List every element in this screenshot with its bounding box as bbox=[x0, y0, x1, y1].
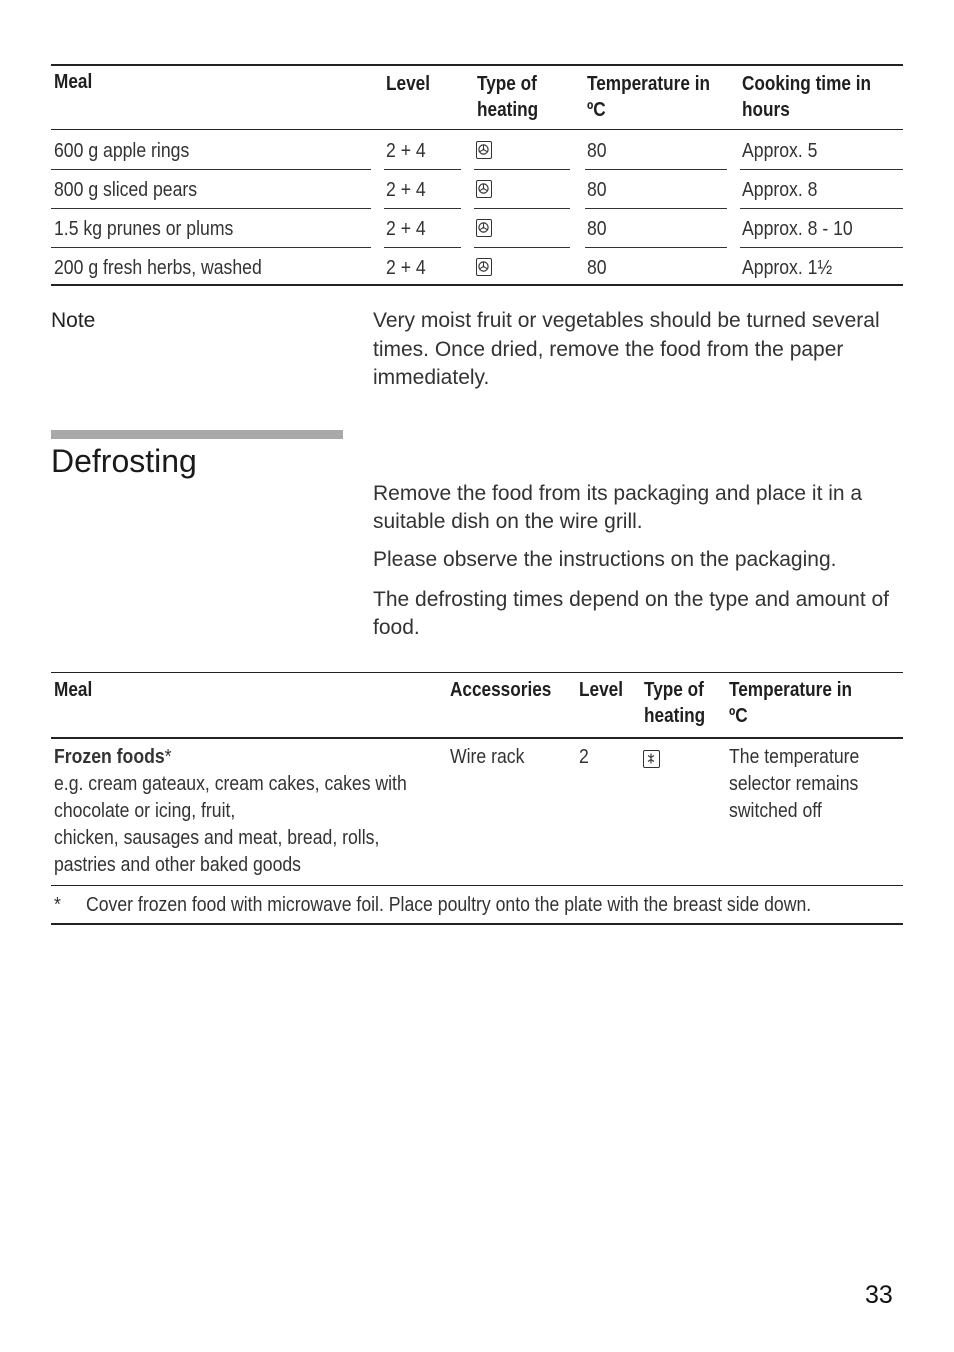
meal-description: e.g. cream gateaux, cream cakes, cakes with bbox=[54, 772, 407, 795]
row-temperature: 80 bbox=[587, 178, 607, 201]
table-top-rule bbox=[51, 64, 903, 66]
row-rule bbox=[585, 208, 727, 209]
footnote-asterisk: * bbox=[54, 893, 61, 916]
defrost-paragraph: The defrosting times depend on the type and amount of food. bbox=[373, 588, 890, 639]
row-rule bbox=[384, 247, 461, 248]
header-rule bbox=[51, 737, 903, 739]
table-top-rule bbox=[51, 672, 903, 673]
footnote-rule bbox=[51, 885, 903, 886]
meal-title: Frozen foods bbox=[54, 745, 165, 768]
row-rule bbox=[740, 169, 903, 170]
row-meal: 800 g sliced pears bbox=[54, 178, 198, 201]
temperature-cell bbox=[729, 743, 859, 824]
accessories-cell: Wire rack bbox=[450, 745, 525, 768]
table-bottom-rule bbox=[51, 923, 903, 925]
row-rule bbox=[740, 208, 903, 209]
row-level: 2 + 4 bbox=[386, 256, 426, 279]
header-meal: Meal bbox=[54, 679, 93, 701]
note-text: Very moist fruit or vegetables should be turned several times. Once dried, remove the food from the paper immediately. bbox=[373, 309, 880, 389]
header-time-1: Cooking time in bbox=[742, 73, 871, 95]
row-level: 2 + 4 bbox=[386, 217, 426, 240]
fan-heating-icon bbox=[476, 258, 492, 276]
defrost-icon bbox=[643, 750, 660, 768]
header-temperature-2: ºC bbox=[587, 99, 606, 121]
header-accessories: Accessories bbox=[450, 679, 552, 701]
header-time-2: hours bbox=[742, 99, 790, 121]
row-meal: 200 g fresh herbs, washed bbox=[54, 256, 262, 279]
row-temperature: 80 bbox=[587, 217, 607, 240]
header-level: Level bbox=[579, 679, 623, 701]
row-time: Approx. 8 - 10 bbox=[742, 217, 853, 240]
row-time: Approx. 1½ bbox=[742, 256, 833, 279]
header-rule bbox=[51, 129, 903, 130]
header-temperature-1: Temperature in bbox=[729, 679, 852, 701]
note-label: Note bbox=[51, 309, 96, 332]
row-rule bbox=[474, 169, 570, 170]
temperature-text: switched off bbox=[729, 799, 822, 822]
meal-description: chicken, sausages and meat, bread, rolls, bbox=[54, 826, 380, 849]
row-time: Approx. 5 bbox=[742, 139, 818, 162]
row-rule bbox=[51, 247, 371, 248]
row-rule bbox=[51, 208, 371, 209]
row-level: 2 + 4 bbox=[386, 178, 426, 201]
row-rule bbox=[384, 169, 461, 170]
defrost-paragraph: Please observe the instructions on the packaging. bbox=[373, 548, 837, 571]
meal-cell bbox=[54, 743, 407, 878]
header-temperature-2: ºC bbox=[729, 705, 748, 727]
section-divider-bar bbox=[51, 430, 343, 439]
fan-heating-icon bbox=[476, 180, 492, 198]
temperature-text: The temperature bbox=[729, 745, 860, 768]
defrost-paragraph: Remove the food from its packaging and place it in a suitable dish on the wire grill. bbox=[373, 482, 863, 533]
header-temperature-1: Temperature in bbox=[587, 73, 710, 95]
row-rule bbox=[474, 247, 570, 248]
footnote-text: Cover frozen food with microwave foil. Place poultry onto the plate with the breast side down. bbox=[86, 893, 812, 916]
row-rule bbox=[585, 169, 727, 170]
meal-description: chocolate or icing, fruit, bbox=[54, 799, 236, 822]
row-time: Approx. 8 bbox=[742, 178, 818, 201]
fan-heating-icon bbox=[476, 141, 492, 159]
level-cell: 2 bbox=[579, 745, 589, 768]
header-level: Level bbox=[386, 73, 430, 95]
header-heating-2: heating bbox=[477, 99, 539, 121]
temperature-text: selector remains bbox=[729, 772, 859, 795]
row-rule bbox=[474, 208, 570, 209]
table-bottom-rule bbox=[51, 284, 903, 286]
row-level: 2 + 4 bbox=[386, 139, 426, 162]
row-rule bbox=[740, 247, 903, 248]
meal-description: pastries and other baked goods bbox=[54, 853, 301, 876]
header-meal: Meal bbox=[54, 71, 93, 93]
header-heating-2: heating bbox=[644, 705, 706, 727]
page-number: 33 bbox=[865, 1281, 893, 1309]
row-rule bbox=[585, 247, 727, 248]
row-rule bbox=[384, 208, 461, 209]
fan-heating-icon bbox=[476, 219, 492, 237]
section-title: Defrosting bbox=[51, 443, 197, 479]
header-heating-1: Type of bbox=[644, 679, 704, 701]
row-rule bbox=[51, 169, 371, 170]
row-temperature: 80 bbox=[587, 256, 607, 279]
footnote-marker: * bbox=[164, 745, 172, 768]
row-meal: 1.5 kg prunes or plums bbox=[54, 217, 234, 240]
header-heating-1: Type of bbox=[477, 73, 537, 95]
row-meal: 600 g apple rings bbox=[54, 139, 190, 162]
row-temperature: 80 bbox=[587, 139, 607, 162]
